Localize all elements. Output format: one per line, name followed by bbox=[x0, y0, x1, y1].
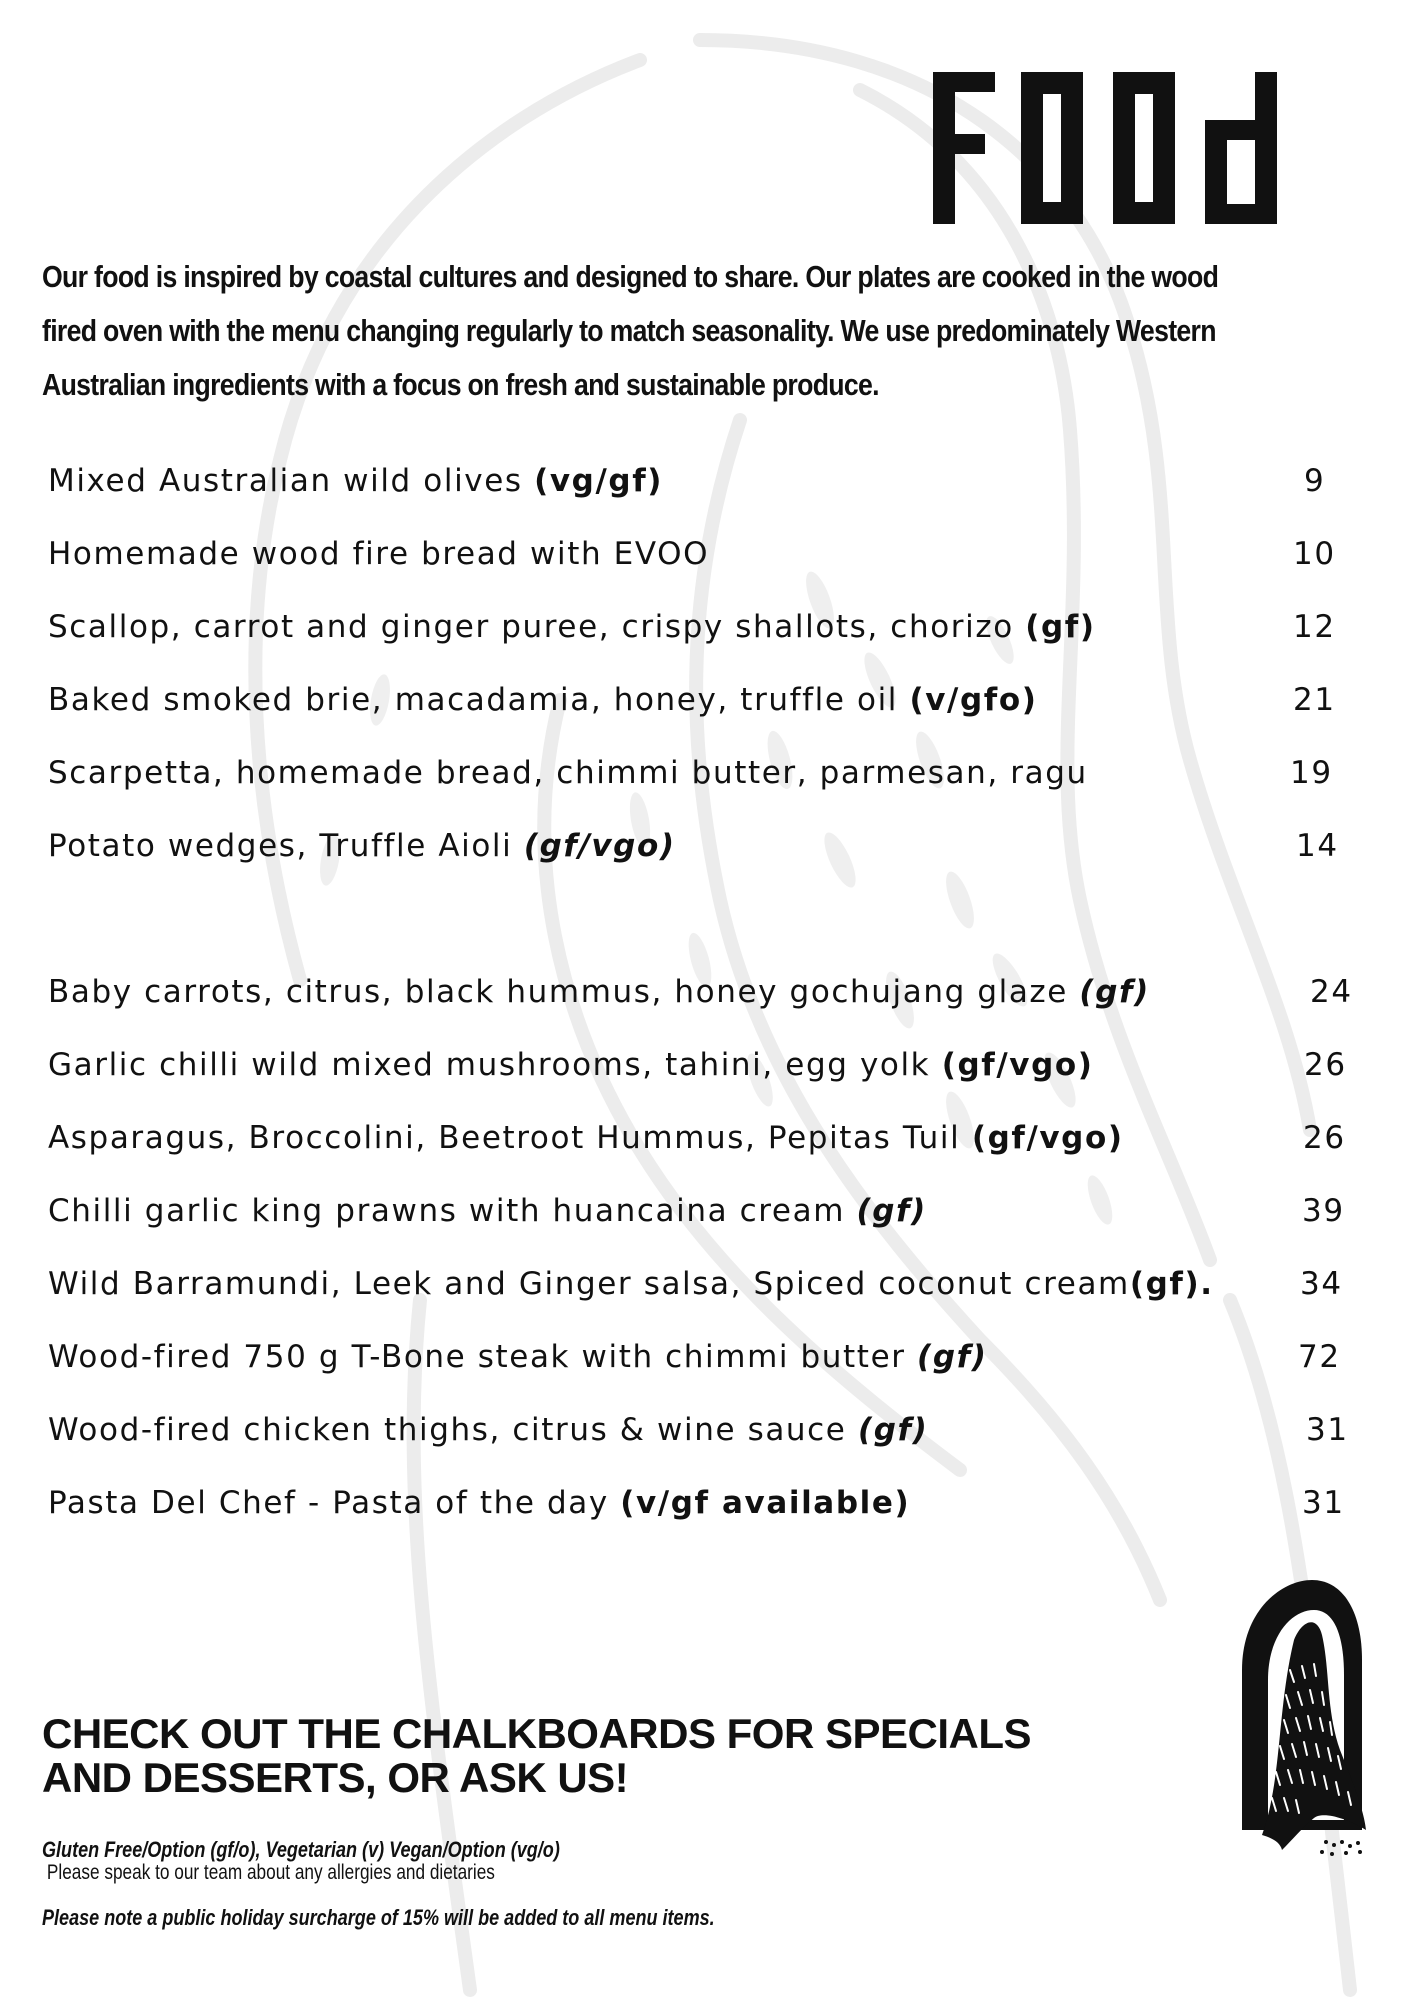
dietary-tag: (gf). bbox=[1129, 1266, 1214, 1302]
menu-item bbox=[48, 1478, 1348, 1528]
dietary-tag: (v/gf available) bbox=[620, 1485, 911, 1521]
menu-item-name: Baked smoked brie, macadamia, honey, truffle oil (v/gfo) bbox=[48, 682, 1038, 718]
menu-item-name: Mixed Australian wild olives (vg/gf) bbox=[48, 463, 664, 499]
menu-item-name: Scarpetta, homemade bread, chimmi butter, parmesan, ragu bbox=[48, 755, 1088, 791]
menu-item bbox=[48, 602, 1348, 652]
intro-paragraph bbox=[42, 250, 1366, 412]
menu-item-price: 39 bbox=[1302, 1193, 1345, 1229]
menu-item-name: Homemade wood fire bread with EVOO bbox=[48, 536, 710, 572]
menu-item bbox=[48, 1186, 1348, 1236]
menu-item bbox=[48, 967, 1353, 1017]
dietary-legend: Gluten Free/Option (gf/o), Vegetarian (v) Vegan/Option (vg/o) bbox=[42, 1837, 560, 1862]
dietary-tag: (gf/vgo) bbox=[941, 1047, 1094, 1083]
menu-item-name: Potato wedges, Truffle Aioli (gf/vgo) bbox=[48, 828, 676, 864]
intro-line: Australian ingredients with a focus on fresh and sustainable produce. bbox=[42, 367, 879, 402]
dietary-tag: (gf) bbox=[917, 1339, 988, 1375]
menu-item bbox=[48, 821, 1348, 871]
dietary-tag: (gf) bbox=[1079, 974, 1150, 1010]
menu-item-price: 31 bbox=[1302, 1485, 1345, 1521]
menu-item bbox=[48, 748, 1348, 798]
menu-item-price: 34 bbox=[1300, 1266, 1343, 1302]
dietary-tag: (gf/vgo) bbox=[971, 1120, 1124, 1156]
menu-item bbox=[48, 456, 1348, 506]
footer-notes bbox=[42, 1838, 862, 1930]
menu-item-name: Pasta Del Chef - Pasta of the day (v/gf available) bbox=[48, 1485, 911, 1521]
dietary-tag: (v/gfo) bbox=[909, 682, 1038, 718]
specials-callout bbox=[42, 1712, 1192, 1800]
callout-line: CHECK OUT THE CHALKBOARDS FOR SPECIALS bbox=[42, 1710, 1032, 1757]
menu-item bbox=[48, 529, 1348, 579]
menu-item bbox=[48, 1405, 1348, 1455]
menu-item-price: 9 bbox=[1304, 463, 1326, 499]
menu-item-price: 72 bbox=[1298, 1339, 1341, 1375]
dietary-tag: (gf) bbox=[1025, 609, 1096, 645]
bird-logo-icon bbox=[1222, 1580, 1370, 1860]
menu-item-name: Baby carrots, citrus, black hummus, honey gochujang glaze (gf) bbox=[48, 974, 1150, 1010]
intro-line: Our food is inspired by coastal cultures and designed to share. Our plates are cooked in the wood bbox=[42, 259, 1219, 294]
surcharge-note: Please note a public holiday surcharge of 15% will be added to all menu items. bbox=[42, 1905, 715, 1930]
dietary-tag: (vg/gf) bbox=[534, 463, 664, 499]
dietary-tag: (gf/vgo) bbox=[523, 828, 676, 864]
menu-item-name: Wood-fired 750 g T-Bone steak with chimmi butter (gf) bbox=[48, 1339, 988, 1375]
intro-line: fired oven with the menu changing regularly to match seasonality. We use predominately Western bbox=[42, 313, 1216, 348]
allergy-note: Please speak to our team about any allergies and dietaries bbox=[46, 1861, 495, 1884]
menu-item bbox=[48, 1332, 1348, 1382]
menu-item bbox=[48, 675, 1348, 725]
menu-item-price: 21 bbox=[1293, 682, 1336, 718]
dietary-tag: (gf) bbox=[857, 1412, 929, 1448]
menu-item bbox=[48, 1040, 1348, 1090]
menu-item-name: Asparagus, Broccolini, Beetroot Hummus, Pepitas Tuil (gf/vgo) bbox=[48, 1120, 1124, 1156]
menu-item-name: Wood-fired chicken thighs, citrus & wine sauce (gf) bbox=[48, 1412, 929, 1448]
menu-item-price: 31 bbox=[1306, 1412, 1349, 1448]
menu-item-price: 26 bbox=[1303, 1120, 1346, 1156]
menu-item-name: Scallop, carrot and ginger puree, crispy shallots, chorizo (gf) bbox=[48, 609, 1096, 645]
menu-item-price: 14 bbox=[1296, 828, 1339, 864]
menu-item-name: Chilli garlic king prawns with huancaina cream (gf) bbox=[48, 1193, 927, 1229]
menu-item-price: 19 bbox=[1290, 755, 1333, 791]
menu-item-name: Wild Barramundi, Leek and Ginger salsa, Spiced coconut cream(gf). bbox=[48, 1266, 1214, 1302]
menu-item bbox=[48, 1259, 1348, 1309]
menu-item bbox=[48, 1113, 1348, 1163]
callout-line: AND DESSERTS, OR ASK US! bbox=[42, 1754, 629, 1801]
menu-item-price: 12 bbox=[1293, 609, 1336, 645]
menu-item-price: 24 bbox=[1310, 974, 1353, 1010]
dietary-tag: (gf) bbox=[856, 1193, 927, 1229]
menu-item-name: Garlic chilli wild mixed mushrooms, tahini, egg yolk (gf/vgo) bbox=[48, 1047, 1094, 1083]
page-title bbox=[933, 72, 1333, 224]
menu-item-price: 26 bbox=[1304, 1047, 1347, 1083]
menu-item-price: 10 bbox=[1293, 536, 1336, 572]
